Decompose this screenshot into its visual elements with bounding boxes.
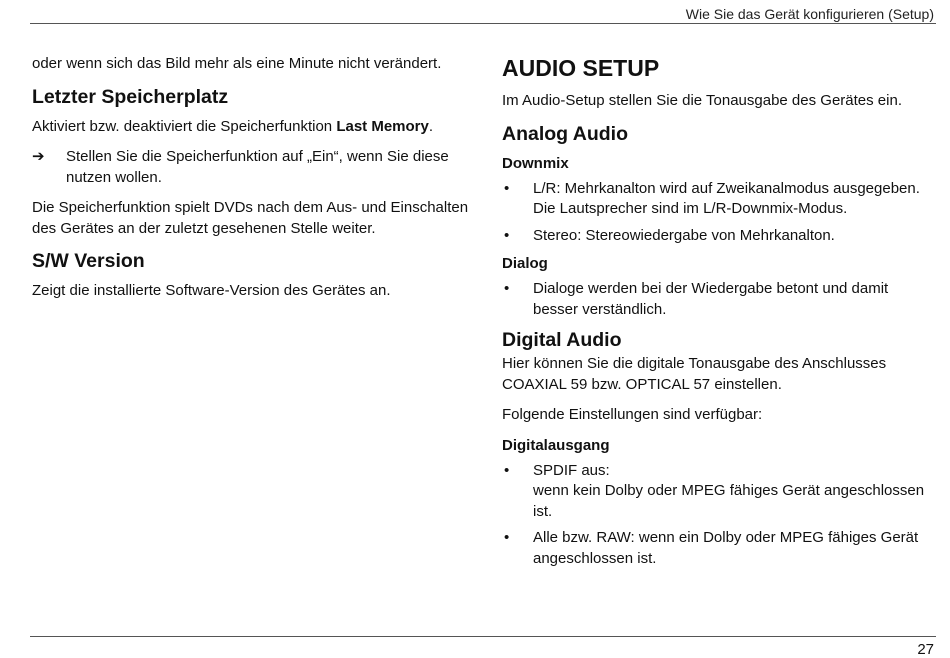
right-column <box>502 54 932 577</box>
last-memory-term: Last Memory <box>336 117 429 135</box>
last-memory-note: Die Speicherfunktion spielt DVDs nach dem Aus- und Einschalten des Gerätes an der zuletzt gesehenen Stelle weiter. <box>32 199 469 237</box>
footer-rule <box>30 636 936 637</box>
bullet-icon: • <box>504 226 510 244</box>
left-column <box>32 54 472 302</box>
bullet-icon: • <box>504 529 510 546</box>
dialog-list <box>502 279 932 320</box>
spdif-off-label: SPDIF aus: <box>533 461 610 479</box>
downmix-item-text: Stereo: Stereowiedergabe von Mehrkanalton. <box>533 226 835 244</box>
bullet-icon: • <box>504 461 510 479</box>
downmix-item-text: L/R: Mehrkanalton wird auf Zweikanalmodus ausgegeben. Die Lautsprecher sind im L/R-Downmix-Modus. <box>533 179 920 217</box>
list-item <box>502 461 932 523</box>
sw-version-heading: S/W Version <box>32 250 145 272</box>
bullet-icon: • <box>504 280 510 297</box>
audio-setup-title: AUDIO SETUP <box>502 55 660 81</box>
instruction-item <box>32 147 472 188</box>
bullet-icon: • <box>504 179 510 197</box>
spdif-off-item <box>533 461 932 523</box>
last-memory-heading: Letzter Speicherplatz <box>32 85 229 108</box>
raw-item-text: Alle bzw. RAW: wenn ein Dolby oder MPEG fähiges Gerät angeschlossen ist. <box>533 529 919 567</box>
list-item <box>502 279 932 320</box>
header-rule <box>30 23 936 24</box>
last-memory-description <box>32 117 472 138</box>
dialog-item-text: Dialoge werden bei der Wiedergabe betont und damit besser verständlich. <box>533 280 889 318</box>
page-number: 27 <box>917 641 934 658</box>
audio-setup-intro: Im Audio-Setup stellen Sie die Tonausgabe des Gerätes ein. <box>502 92 902 109</box>
header-title: Wie Sie das Gerät konfigurieren (Setup) <box>685 6 934 22</box>
settings-available-text: Folgende Einstellungen sind verfügbar: <box>502 406 763 423</box>
arrow-icon: ➔ <box>32 148 45 165</box>
list-item <box>502 528 932 569</box>
digital-audio-description: Hier können Sie die digitale Tonausgabe des Anschlusses COAXIAL 59 bzw. OPTICAL 57 einstellen. <box>502 355 887 393</box>
downmix-list <box>502 179 932 247</box>
downmix-label: Downmix <box>502 154 569 172</box>
digital-output-label: Digitalausgang <box>502 436 610 454</box>
last-memory-desc-end: . <box>428 117 434 135</box>
list-item <box>502 179 932 220</box>
analog-audio-heading: Analog Audio <box>502 122 629 145</box>
sw-version-description: Zeigt die installierte Software-Version des Gerätes an. <box>32 282 391 299</box>
digital-output-list <box>502 461 932 570</box>
intro-paragraph: oder wenn sich das Bild mehr als eine Minute nicht verändert. <box>32 55 442 72</box>
digital-audio-heading: Digital Audio <box>502 329 622 351</box>
dialog-label: Dialog <box>502 255 548 272</box>
last-memory-desc-text: Aktiviert bzw. deaktiviert die Speicherfunktion <box>32 117 337 135</box>
instruction-text: Stellen Sie die Speicherfunktion auf „Ein“, wenn Sie diese nutzen wollen. <box>66 148 449 186</box>
list-item <box>502 226 932 247</box>
spdif-off-desc: wenn kein Dolby oder MPEG fähiges Gerät angeschlossen ist. <box>533 482 925 520</box>
